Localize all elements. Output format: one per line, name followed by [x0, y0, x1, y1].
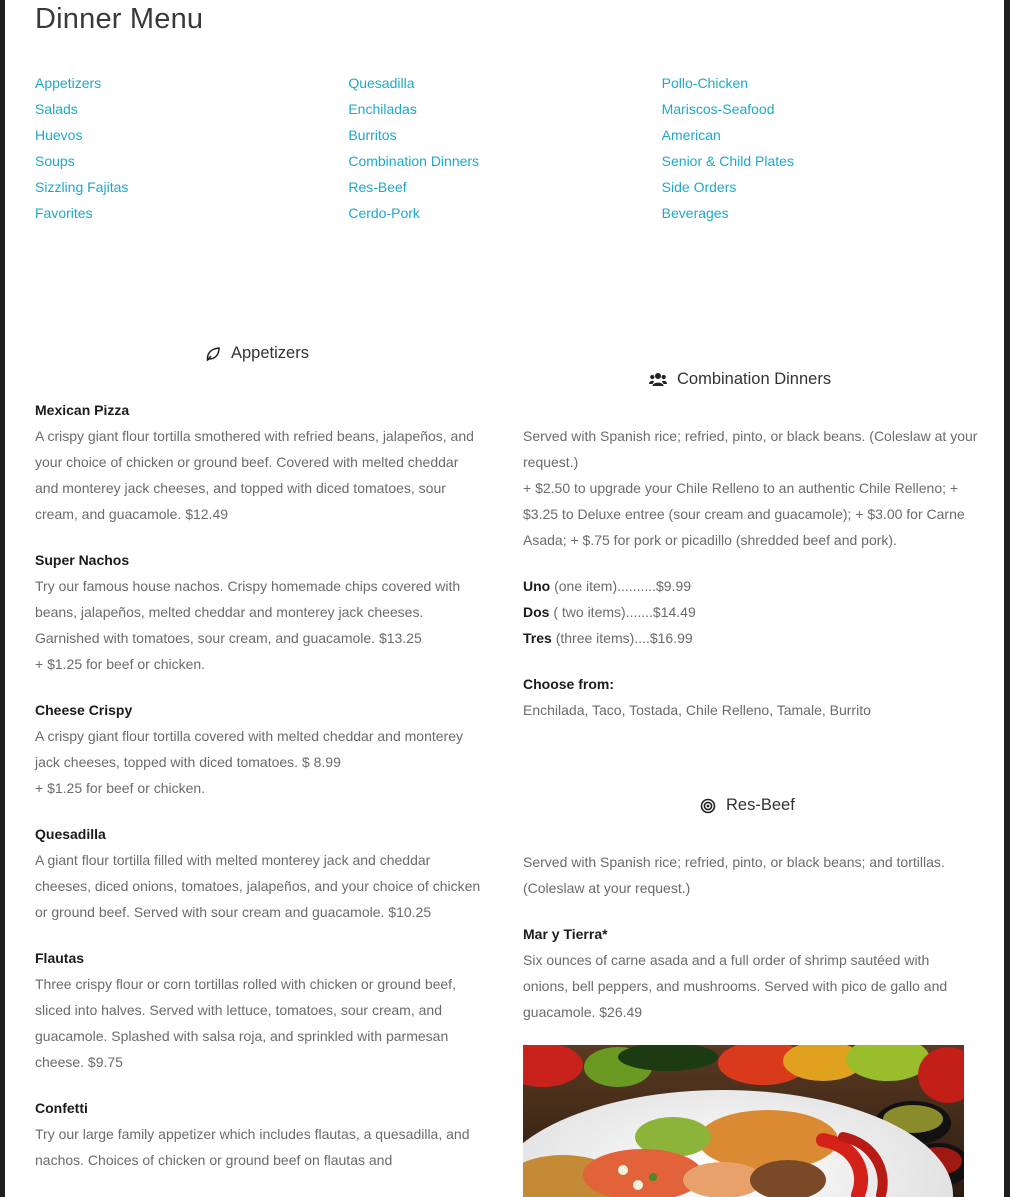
combination-option-text: (three items)....$16.99	[551, 630, 693, 646]
right-edge-bar	[1004, 0, 1010, 1197]
appetizer-title-quesadilla: Quesadilla	[35, 826, 106, 842]
appetizers-heading-text: Appetizers	[231, 344, 309, 362]
res-beef-intro: Served with Spanish rice; refried, pinto, or black beans; and tortillas. (Coleslaw at your request.)	[523, 854, 945, 896]
nav-link-enchiladas[interactable]: Enchiladas	[348, 101, 417, 117]
appetizer-desc-confetti: Try our large family appetizer which includes flautas, a quesadilla, and nachos. Choices of chicken or ground beef on flautas and	[35, 1126, 470, 1168]
appetizer-desc-flautas: Three crispy flour or corn tortillas rolled with chicken or ground beef, sliced into halves. Served with lettuce, tomatoes, sour cream, and guacamole. Splashed with salsa roja, and sprinkled with parmesan cheese. $9.75	[35, 976, 456, 1070]
nav-link-sizzling-fajitas[interactable]: Sizzling Fajitas	[35, 179, 129, 195]
appetizer-desc-super-nachos: Try our famous house nachos. Crispy homemade chips covered with beans, jalapeños, melted cheddar and monterey jack cheeses. Garnished with tomatoes, sour cream, and guacamole. $13.25	[35, 578, 461, 646]
appetizer-desc-mexican-pizza: A crispy giant flour tortilla smothered with refried beans, jalapeños, and your choice of chicken or ground beef. Covered with melted cheddar and monterey jack cheeses, and topped with diced tomatoes, sour cream, and guacamole. $12.49	[35, 428, 474, 522]
nav-link-side-orders[interactable]: Side Orders	[661, 179, 737, 195]
nav-column-2	[348, 70, 661, 226]
res-beef-item-desc: Six ounces of carne asada and a full order of shrimp sautéed with onions, bell peppers, and mushrooms. Served with pico de gallo and guacamole. $26.49	[523, 952, 948, 1020]
appetizer-extra-super-nachos: + $1.25 for beef or chicken.	[35, 656, 206, 672]
nav-link-pollo-chicken[interactable]: Pollo-Chicken	[661, 75, 749, 91]
appetizer-desc-cheese-crispy: A crispy giant flour tortilla covered with melted cheddar and monterey jack cheeses, topped with diced tomatoes. $ 8.99	[35, 728, 463, 770]
users-icon	[649, 372, 667, 387]
nav-link-res-beef[interactable]: Res-Beef	[348, 179, 407, 195]
appetizers-heading	[205, 344, 309, 363]
combination-option-dos	[523, 599, 978, 625]
nav-column-1	[35, 70, 348, 226]
nav-column-3	[662, 70, 975, 226]
combination-option-text: ( two items).......$14.49	[549, 604, 696, 620]
combination-upgrade: + $2.50 to upgrade your Chile Relleno to an authentic Chile Relleno; + $3.25 to Deluxe entree (sour cream and guacamole); + $3.00 for Carne Asada; + $.75 for pork or picadillo (shredded beef and pork).	[523, 480, 965, 548]
menu-category-nav	[35, 70, 975, 226]
nav-link-huevos[interactable]: Huevos	[35, 127, 83, 143]
combination-intro: Served with Spanish rice; refried, pinto, or black beans. (Coleslaw at your request.)	[523, 428, 978, 470]
target-icon	[700, 798, 716, 814]
combination-dinners-heading	[649, 370, 831, 389]
combination-choose-label: Choose from:	[523, 676, 614, 692]
nav-link-quesadilla[interactable]: Quesadilla	[348, 75, 415, 91]
res-beef-heading-text: Res-Beef	[726, 796, 795, 814]
combination-option-uno	[523, 573, 978, 599]
nav-link-salads[interactable]: Salads	[35, 101, 78, 117]
combination-option-label: Uno	[523, 578, 551, 594]
combination-option-text: (one item)..........$9.99	[550, 578, 692, 594]
nav-link-soups[interactable]: Soups	[35, 153, 75, 169]
appetizer-title-mexican-pizza: Mexican Pizza	[35, 402, 130, 418]
combination-option-label: Dos	[523, 604, 550, 620]
appetizers-list	[35, 397, 485, 1173]
food-photo	[523, 1045, 964, 1197]
res-beef-heading	[700, 796, 795, 815]
combination-dinners-heading-text: Combination Dinners	[677, 370, 832, 388]
appetizer-extra-cheese-crispy: + $1.25 for beef or chicken.	[35, 780, 206, 796]
left-edge-bar	[0, 0, 5, 1197]
res-beef-body	[523, 849, 978, 1025]
appetizer-title-flautas: Flautas	[35, 950, 85, 966]
nav-link-burritos[interactable]: Burritos	[348, 127, 397, 143]
nav-link-appetizers[interactable]: Appetizers	[35, 75, 102, 91]
combination-option-label: Tres	[523, 630, 552, 646]
combination-choose-items: Enchilada, Taco, Tostada, Chile Relleno, Tamale, Burrito	[523, 702, 871, 718]
page-title: Dinner Menu	[35, 3, 204, 35]
nav-link-mariscos-seafood[interactable]: Mariscos-Seafood	[661, 101, 775, 117]
appetizer-title-cheese-crispy: Cheese Crispy	[35, 702, 133, 718]
nav-link-cerdo-pork[interactable]: Cerdo-Pork	[348, 205, 420, 221]
appetizer-title-super-nachos: Super Nachos	[35, 552, 130, 568]
combination-option-tres	[523, 625, 978, 651]
nav-link-senior-child-plates[interactable]: Senior & Child Plates	[661, 153, 794, 169]
res-beef-item-title: Mar y Tierra*	[523, 926, 608, 942]
nav-link-american[interactable]: American	[661, 127, 721, 143]
appetizer-title-confetti: Confetti	[35, 1100, 88, 1116]
combination-dinners-body	[523, 423, 978, 723]
nav-link-beverages[interactable]: Beverages	[661, 205, 729, 221]
nav-link-combination-dinners[interactable]: Combination Dinners	[348, 153, 480, 169]
appetizer-desc-quesadilla: A giant flour tortilla filled with melted monterey jack and cheddar cheeses, diced onions, tomatoes, jalapeños, and your choice of chicken or ground beef. Served with sour cream and guacamole. $10.25	[35, 852, 481, 920]
leaf-icon	[205, 346, 221, 362]
nav-link-favorites[interactable]: Favorites	[35, 205, 93, 221]
